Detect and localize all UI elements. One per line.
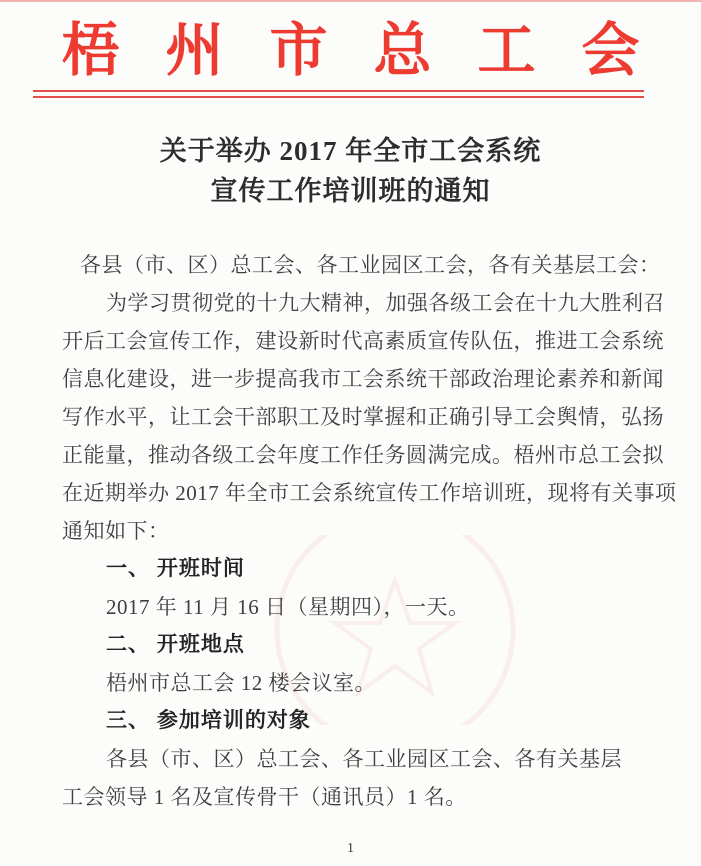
paragraph-line: 通知如下：: [62, 519, 170, 543]
paragraph-line: 正能量，推动各级工会年度工作任务圆满完成。梧州市总工会拟: [62, 443, 664, 467]
letterhead-double-rule: [33, 90, 644, 98]
document-title-line-1: 关于举办 2017 年全市工会系统: [159, 136, 542, 166]
venue-line: 梧州市总工会 12 楼会议室。: [106, 671, 376, 695]
paragraph-line: 写作水平，让工会干部职工及时掌握和正确引导工会舆情，弘扬: [62, 405, 664, 429]
page-number: 1: [347, 841, 354, 856]
paragraph-line: 开后工会宣传工作，建设新时代高素质宣传队伍，推进工会系统: [62, 329, 664, 353]
paragraph-line: 信息化建设，进一步提高我市工会系统干部政治理论素养和新闻: [62, 367, 664, 391]
salutation-line: 各县（市、区）总工会、各工业园区工会，各有关基层工会：: [80, 253, 661, 277]
section-heading-time: 一、 开班时间: [106, 557, 245, 580]
document-body: [62, 246, 677, 816]
session-date-line: 2017 年 11 月 16 日（星期四），一天。: [106, 595, 470, 619]
participants-line: 各县（市、区）总工会、各工业园区工会、各有关基层: [106, 747, 622, 771]
paragraph-line: 为学习贯彻党的十九大精神，加强各级工会在十九大胜利召: [106, 291, 665, 315]
document-title: [0, 131, 701, 211]
participants-line: 工会领导 1 名及宣传骨干（通讯员）1 名。: [62, 785, 467, 809]
document-title-line-2: 宣传工作培训班的通知: [210, 176, 491, 206]
letterhead-org-name: 梧州市总工会: [61, 18, 686, 83]
section-heading-participants: 三、 参加培训的对象: [106, 709, 311, 732]
section-heading-venue: 二、 开班地点: [106, 633, 245, 656]
scan-artifact-top-line: [0, 0, 701, 2]
paragraph-line: 在近期举办 2017 年全市工会系统宣传工作培训班，现将有关事项: [62, 481, 677, 505]
